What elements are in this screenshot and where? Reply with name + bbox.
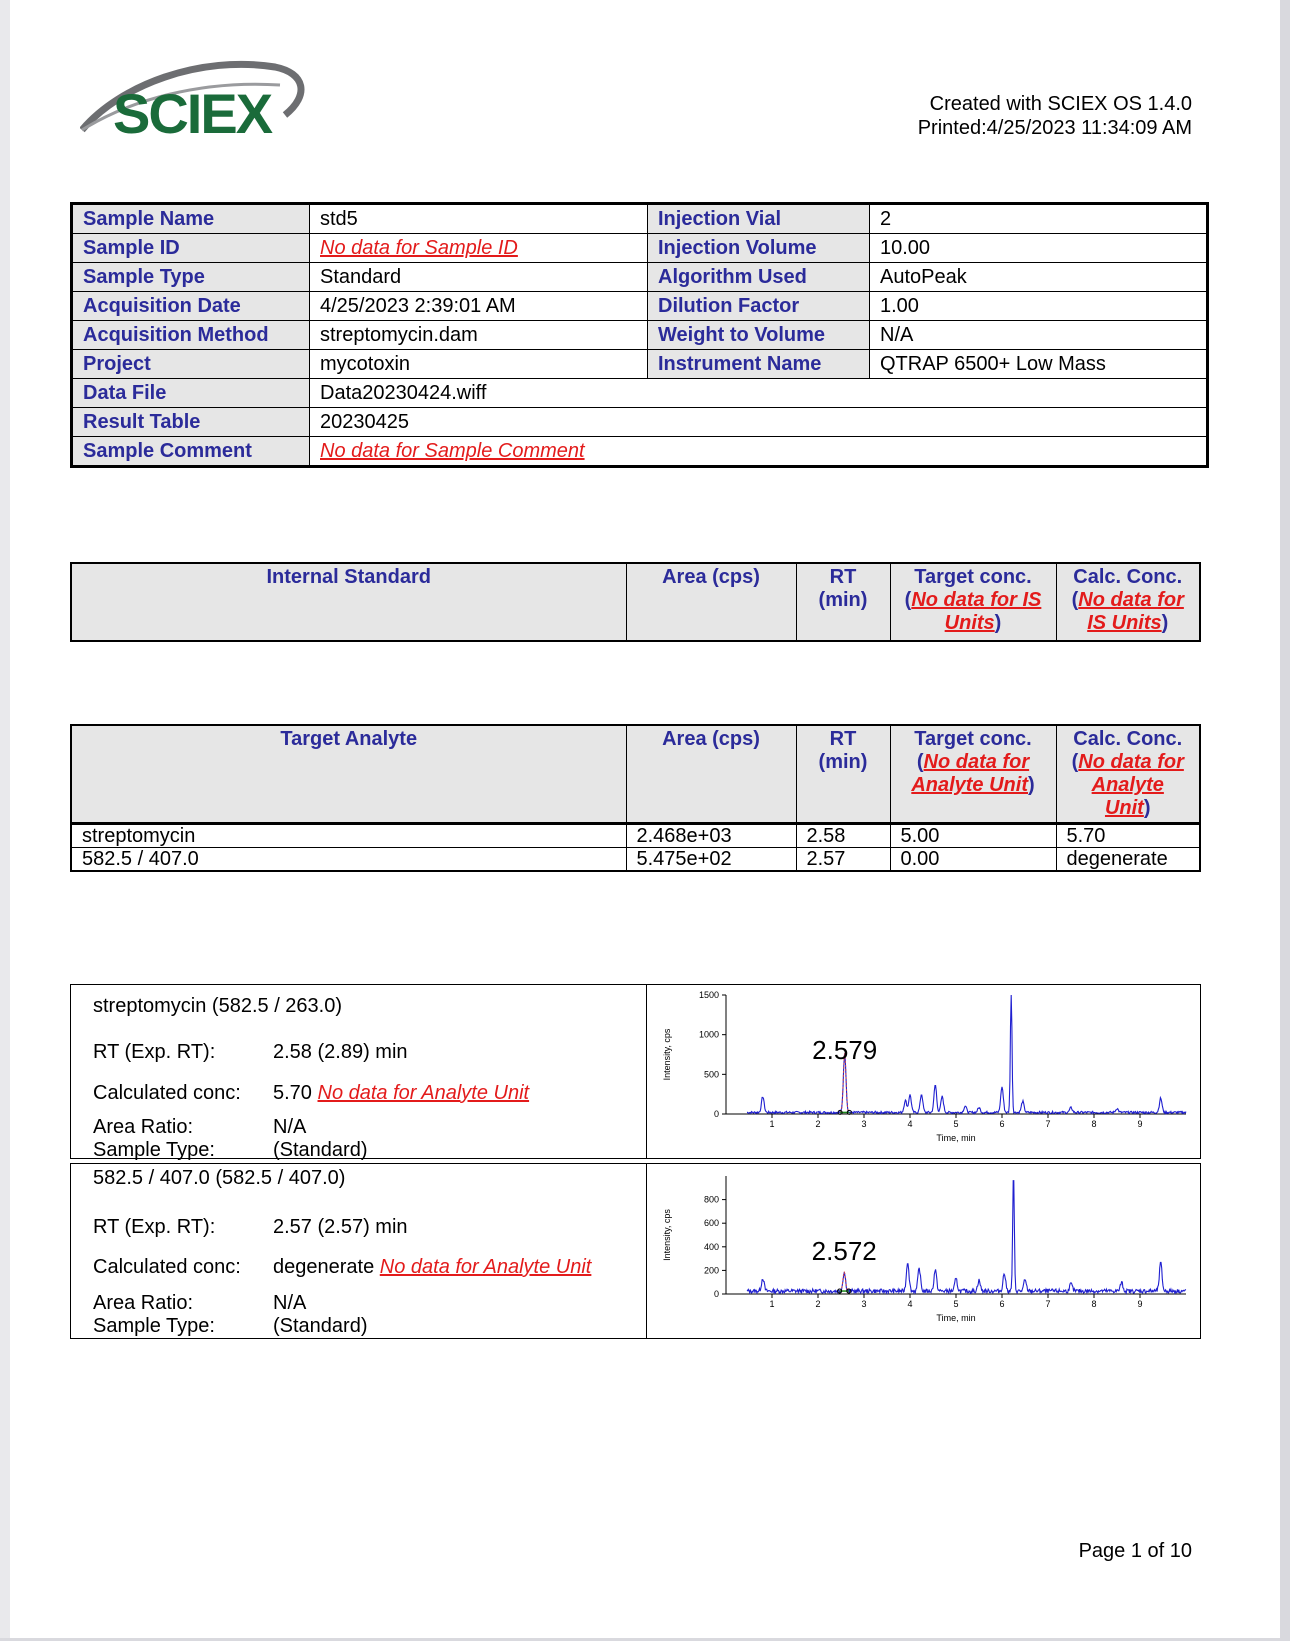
x-tick-label: 5 bbox=[953, 1299, 959, 1309]
x-tick-label: 1 bbox=[769, 1299, 775, 1309]
y-tick-label: 400 bbox=[703, 1241, 719, 1252]
analyte-area: 2.468e+03 bbox=[626, 824, 796, 848]
result-table-label: Result Table bbox=[72, 408, 310, 437]
is-col-name: Internal Standard bbox=[71, 563, 626, 641]
y-tick-label: 1000 bbox=[698, 1029, 719, 1040]
info-row bbox=[72, 350, 1208, 379]
x-tick-label: 5 bbox=[953, 1119, 959, 1129]
peak-panel-1 bbox=[70, 984, 1201, 1159]
analyte-area: 5.475e+02 bbox=[626, 848, 796, 872]
sample-comment-missing-link[interactable]: No data for Sample Comment bbox=[320, 439, 585, 462]
chromatogram-1 bbox=[648, 985, 1200, 1158]
info-row bbox=[72, 234, 1208, 263]
x-tick-label: 4 bbox=[907, 1299, 913, 1309]
area-ratio-value: N/A bbox=[273, 1116, 307, 1138]
conc-value: 5.70 No data for Analyte Unit bbox=[273, 1082, 530, 1104]
page-shadow-right bbox=[1280, 0, 1290, 1641]
rt-label: RT (Exp. RT): bbox=[93, 1041, 216, 1063]
peak-rt-label: 2.572 bbox=[811, 1236, 877, 1266]
instrument-name-value: QTRAP 6500+ Low Mass bbox=[870, 350, 1208, 379]
is-col-calc-conc: Calc. Conc. (No data for IS Units) bbox=[1056, 563, 1200, 641]
logo-text: SCIEX bbox=[113, 82, 272, 145]
y-tick-label: 1500 bbox=[698, 990, 719, 1000]
x-tick-label: 8 bbox=[1091, 1119, 1097, 1129]
conc-value: degenerate No data for Analyte Unit bbox=[273, 1256, 592, 1278]
ta-calc-units-missing-link[interactable]: No data for bbox=[1078, 751, 1184, 773]
x-tick-label: 2 bbox=[815, 1299, 821, 1309]
info-row bbox=[72, 263, 1208, 292]
sample-type-label: Sample Type bbox=[72, 263, 310, 292]
analyte-target-conc: 0.00 bbox=[890, 848, 1056, 872]
peak-info-2 bbox=[71, 1164, 647, 1338]
x-tick-label: 6 bbox=[999, 1299, 1005, 1309]
x-tick-label: 3 bbox=[861, 1119, 867, 1129]
chromatogram-svg-2 bbox=[648, 1164, 1198, 1336]
y-tick-label: 500 bbox=[703, 1069, 719, 1080]
analyte-calc-conc: degenerate bbox=[1056, 848, 1200, 872]
sample-name-value: std5 bbox=[310, 204, 648, 234]
is-col-rt: RT (min) bbox=[796, 563, 890, 641]
injection-vial-label: Injection Vial bbox=[648, 204, 870, 234]
instrument-name-label: Instrument Name bbox=[648, 350, 870, 379]
x-tick-label: 7 bbox=[1045, 1299, 1051, 1309]
algorithm-label: Algorithm Used bbox=[648, 263, 870, 292]
x-tick-label: 2 bbox=[815, 1119, 821, 1129]
sample-id-missing-link[interactable]: No data for Sample ID bbox=[320, 236, 518, 259]
conc-units-missing-link[interactable]: No data for Analyte Unit bbox=[317, 1082, 530, 1104]
sample-type-label: Sample Type: bbox=[93, 1315, 215, 1337]
analyte-name: streptomycin bbox=[71, 824, 626, 848]
x-tick-label: 4 bbox=[907, 1119, 913, 1129]
data-file-value: Data20230424.wiff bbox=[310, 379, 1208, 408]
analyte-rt: 2.57 bbox=[796, 848, 890, 872]
algorithm-value: AutoPeak bbox=[870, 263, 1208, 292]
ta-col-target-conc: Target conc. (No data for Analyte Unit) bbox=[890, 725, 1056, 824]
data-file-label: Data File bbox=[72, 379, 310, 408]
is-header-row bbox=[71, 563, 1200, 641]
acquisition-method-label: Acquisition Method bbox=[72, 321, 310, 350]
created-info bbox=[918, 92, 1192, 140]
sample-type-value: (Standard) bbox=[273, 1315, 368, 1337]
weight-to-volume-label: Weight to Volume bbox=[648, 321, 870, 350]
ta-header-row bbox=[71, 725, 1200, 824]
conc-label: Calculated conc: bbox=[93, 1082, 241, 1104]
y-axis-label: Intensity, cps bbox=[662, 1209, 672, 1261]
x-tick-label: 7 bbox=[1045, 1119, 1051, 1129]
x-tick-label: 6 bbox=[999, 1119, 1005, 1129]
x-tick-label: 3 bbox=[861, 1299, 867, 1309]
dilution-factor-value: 1.00 bbox=[870, 292, 1208, 321]
project-value: mycotoxin bbox=[310, 350, 648, 379]
analyte-target-conc: 5.00 bbox=[890, 824, 1056, 848]
rt-value: 2.57 (2.57) min bbox=[273, 1216, 408, 1238]
x-tick-label: 8 bbox=[1091, 1299, 1097, 1309]
sample-info-table bbox=[70, 202, 1209, 468]
area-ratio-label: Area Ratio: bbox=[93, 1292, 194, 1314]
x-axis-label: Time, min bbox=[936, 1313, 976, 1323]
sample-type-value: Standard bbox=[310, 263, 648, 292]
info-row bbox=[72, 379, 1208, 408]
ta-col-area: Area (cps) bbox=[626, 725, 796, 824]
x-axis-label: Time, min bbox=[936, 1133, 976, 1143]
table-row bbox=[71, 848, 1200, 872]
ta-col-name: Target Analyte bbox=[71, 725, 626, 824]
acquisition-date-value: 4/25/2023 2:39:01 AM bbox=[310, 292, 648, 321]
injection-vial-value: 2 bbox=[870, 204, 1208, 234]
info-row bbox=[72, 292, 1208, 321]
sciex-logo bbox=[80, 55, 310, 150]
info-row bbox=[72, 408, 1208, 437]
sample-id-label: Sample ID bbox=[72, 234, 310, 263]
created-line: Created with SCIEX OS 1.4.0 bbox=[929, 93, 1192, 115]
target-analyte-table bbox=[70, 724, 1201, 872]
table-row bbox=[71, 824, 1200, 848]
y-tick-label: 600 bbox=[703, 1218, 719, 1229]
rt-label: RT (Exp. RT): bbox=[93, 1216, 216, 1238]
is-col-area: Area (cps) bbox=[626, 563, 796, 641]
x-tick-label: 1 bbox=[769, 1119, 775, 1129]
conc-label: Calculated conc: bbox=[93, 1256, 241, 1278]
info-row bbox=[72, 321, 1208, 350]
chromatogram-svg-1 bbox=[648, 985, 1198, 1156]
peak-title: 582.5 / 407.0 (582.5 / 407.0) bbox=[93, 1167, 346, 1189]
ta-target-units-missing-link[interactable]: No data for bbox=[923, 751, 1030, 773]
analyte-rt: 2.58 bbox=[796, 824, 890, 848]
project-label: Project bbox=[72, 350, 310, 379]
chromatogram-2 bbox=[648, 1164, 1200, 1338]
y-axis-label: Intensity, cps bbox=[662, 1028, 672, 1081]
conc-units-missing-link[interactable]: No data for Analyte Unit bbox=[379, 1256, 592, 1278]
sample-comment-label: Sample Comment bbox=[72, 437, 310, 467]
sample-type-value: (Standard) bbox=[273, 1139, 368, 1161]
peak-panel-2 bbox=[70, 1163, 1201, 1339]
sample-type-label: Sample Type: bbox=[93, 1139, 215, 1161]
x-tick-label: 9 bbox=[1137, 1119, 1143, 1129]
acquisition-method-value: streptomycin.dam bbox=[310, 321, 648, 350]
is-target-units-missing-link[interactable]: No data for IS bbox=[911, 589, 1042, 611]
rt-value: 2.58 (2.89) min bbox=[273, 1041, 408, 1063]
ta-col-rt: RT (min) bbox=[796, 725, 890, 824]
sample-name-label: Sample Name bbox=[72, 204, 310, 234]
internal-standard-table bbox=[70, 562, 1201, 642]
peak-rt-label: 2.579 bbox=[812, 1035, 878, 1065]
x-tick-label: 9 bbox=[1137, 1299, 1143, 1309]
info-row bbox=[72, 437, 1208, 467]
peak-info-1 bbox=[71, 985, 647, 1161]
analyte-name: 582.5 / 407.0 bbox=[71, 848, 626, 872]
page-number bbox=[1079, 1540, 1192, 1563]
analyte-calc-conc: 5.70 bbox=[1056, 824, 1200, 848]
weight-to-volume-value: N/A bbox=[870, 321, 1208, 350]
y-tick-label: 800 bbox=[703, 1194, 719, 1205]
area-ratio-label: Area Ratio: bbox=[93, 1116, 194, 1138]
dilution-factor-label: Dilution Factor bbox=[648, 292, 870, 321]
peak-title: streptomycin (582.5 / 263.0) bbox=[93, 995, 343, 1017]
page-indicator: Page 1 of 10 bbox=[1078, 1540, 1192, 1562]
result-table-value: 20230425 bbox=[310, 408, 1208, 437]
area-ratio-value: N/A bbox=[273, 1292, 307, 1314]
is-calc-units-missing-link[interactable]: No data for bbox=[1078, 589, 1184, 611]
printed-line: Printed:4/25/2023 11:34:09 AM bbox=[917, 117, 1192, 139]
y-tick-label: 0 bbox=[713, 1289, 719, 1299]
ta-col-calc-conc: Calc. Conc. (No data for Analyte Unit) bbox=[1056, 725, 1200, 824]
injection-volume-value: 10.00 bbox=[870, 234, 1208, 263]
acquisition-date-label: Acquisition Date bbox=[72, 292, 310, 321]
y-tick-label: 0 bbox=[713, 1109, 719, 1119]
y-tick-label: 200 bbox=[703, 1265, 719, 1276]
info-row bbox=[72, 204, 1208, 234]
is-col-target-conc: Target conc. (No data for IS Units) bbox=[890, 563, 1056, 641]
injection-volume-label: Injection Volume bbox=[648, 234, 870, 263]
